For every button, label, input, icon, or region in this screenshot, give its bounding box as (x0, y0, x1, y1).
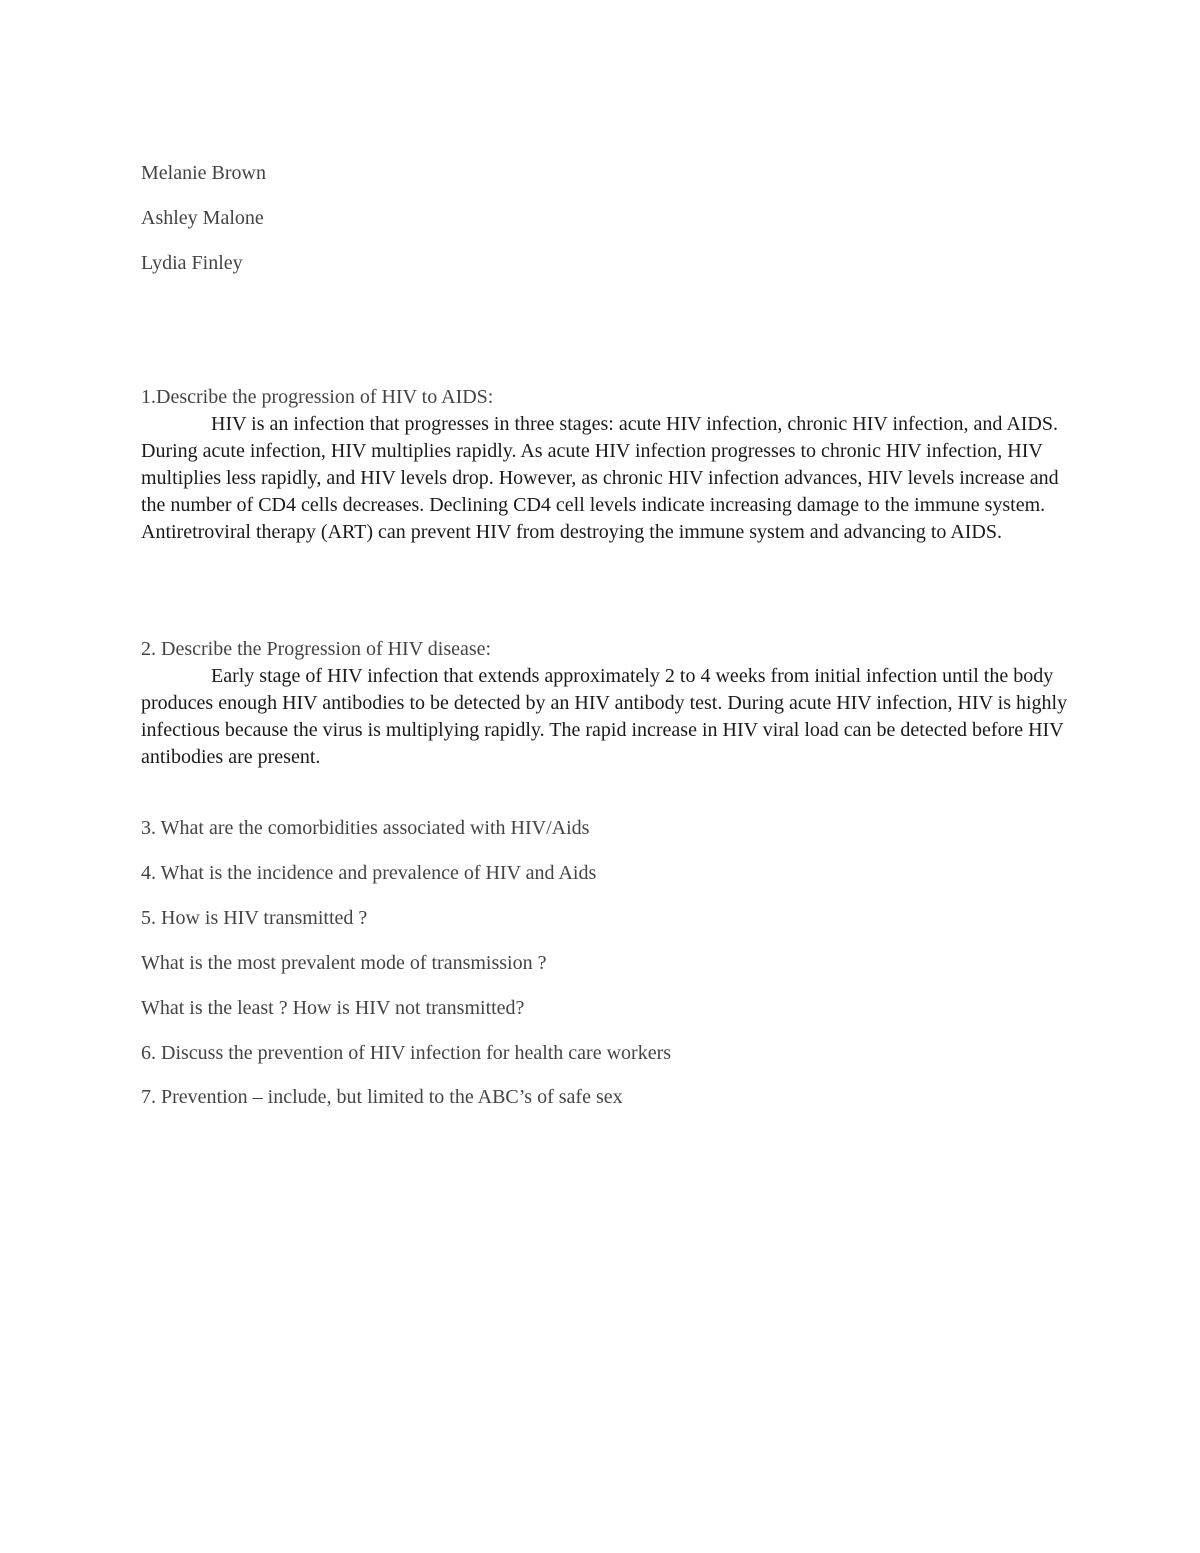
question-5: 5. How is HIV transmitted ? (141, 907, 368, 929)
question-7: 7. Prevention – include, but limited to the ABC’s of safe sex (141, 1086, 623, 1108)
author-name: Lydia Finley (141, 252, 243, 274)
question-4: 4. What is the incidence and prevalence of HIV and Aids (141, 862, 597, 884)
question-5-sub-a: What is the most prevalent mode of transmission ? (141, 952, 547, 974)
author-name: Ashley Malone (141, 207, 264, 229)
author-name: Melanie Brown (141, 162, 266, 184)
question-5-sub-b: What is the least ? How is HIV not transmitted? (141, 997, 525, 1019)
question-2-answer: Early stage of HIV infection that extends approximately 2 to 4 weeks from initial infection until the body produces enough HIV antibodies to be detected by an HIV antibody test. During acute HIV infection, HIV is highly infectious because the virus is multiplying rapidly. The rapid increase in HIV viral load can be detected before HIV antibodies are present. (141, 665, 1068, 768)
question-1-answer: HIV is an infection that progresses in three stages: acute HIV infection, chronic HIV infection, and AIDS. During acute infection, HIV multiplies rapidly. As acute HIV infection progresses to chronic HIV infection, HIV multiplies less rapidly, and HIV levels drop. However, as chronic HIV infection advances, HIV levels increase and the number of CD4 cells decreases. Declining CD4 cell levels indicate increasing damage to the immune system. Antiretroviral therapy (ART) can prevent HIV from destroying the immune system and advancing to AIDS. (141, 413, 1059, 543)
question-1-heading: 1.Describe the progression of HIV to AIDS: (141, 386, 494, 408)
question-2-heading: 2. Describe the Progression of HIV disease: (141, 638, 492, 660)
question-6: 6. Discuss the prevention of HIV infection for health care workers (141, 1042, 672, 1064)
question-3: 3. What are the comorbidities associated with HIV/Aids (141, 817, 590, 839)
